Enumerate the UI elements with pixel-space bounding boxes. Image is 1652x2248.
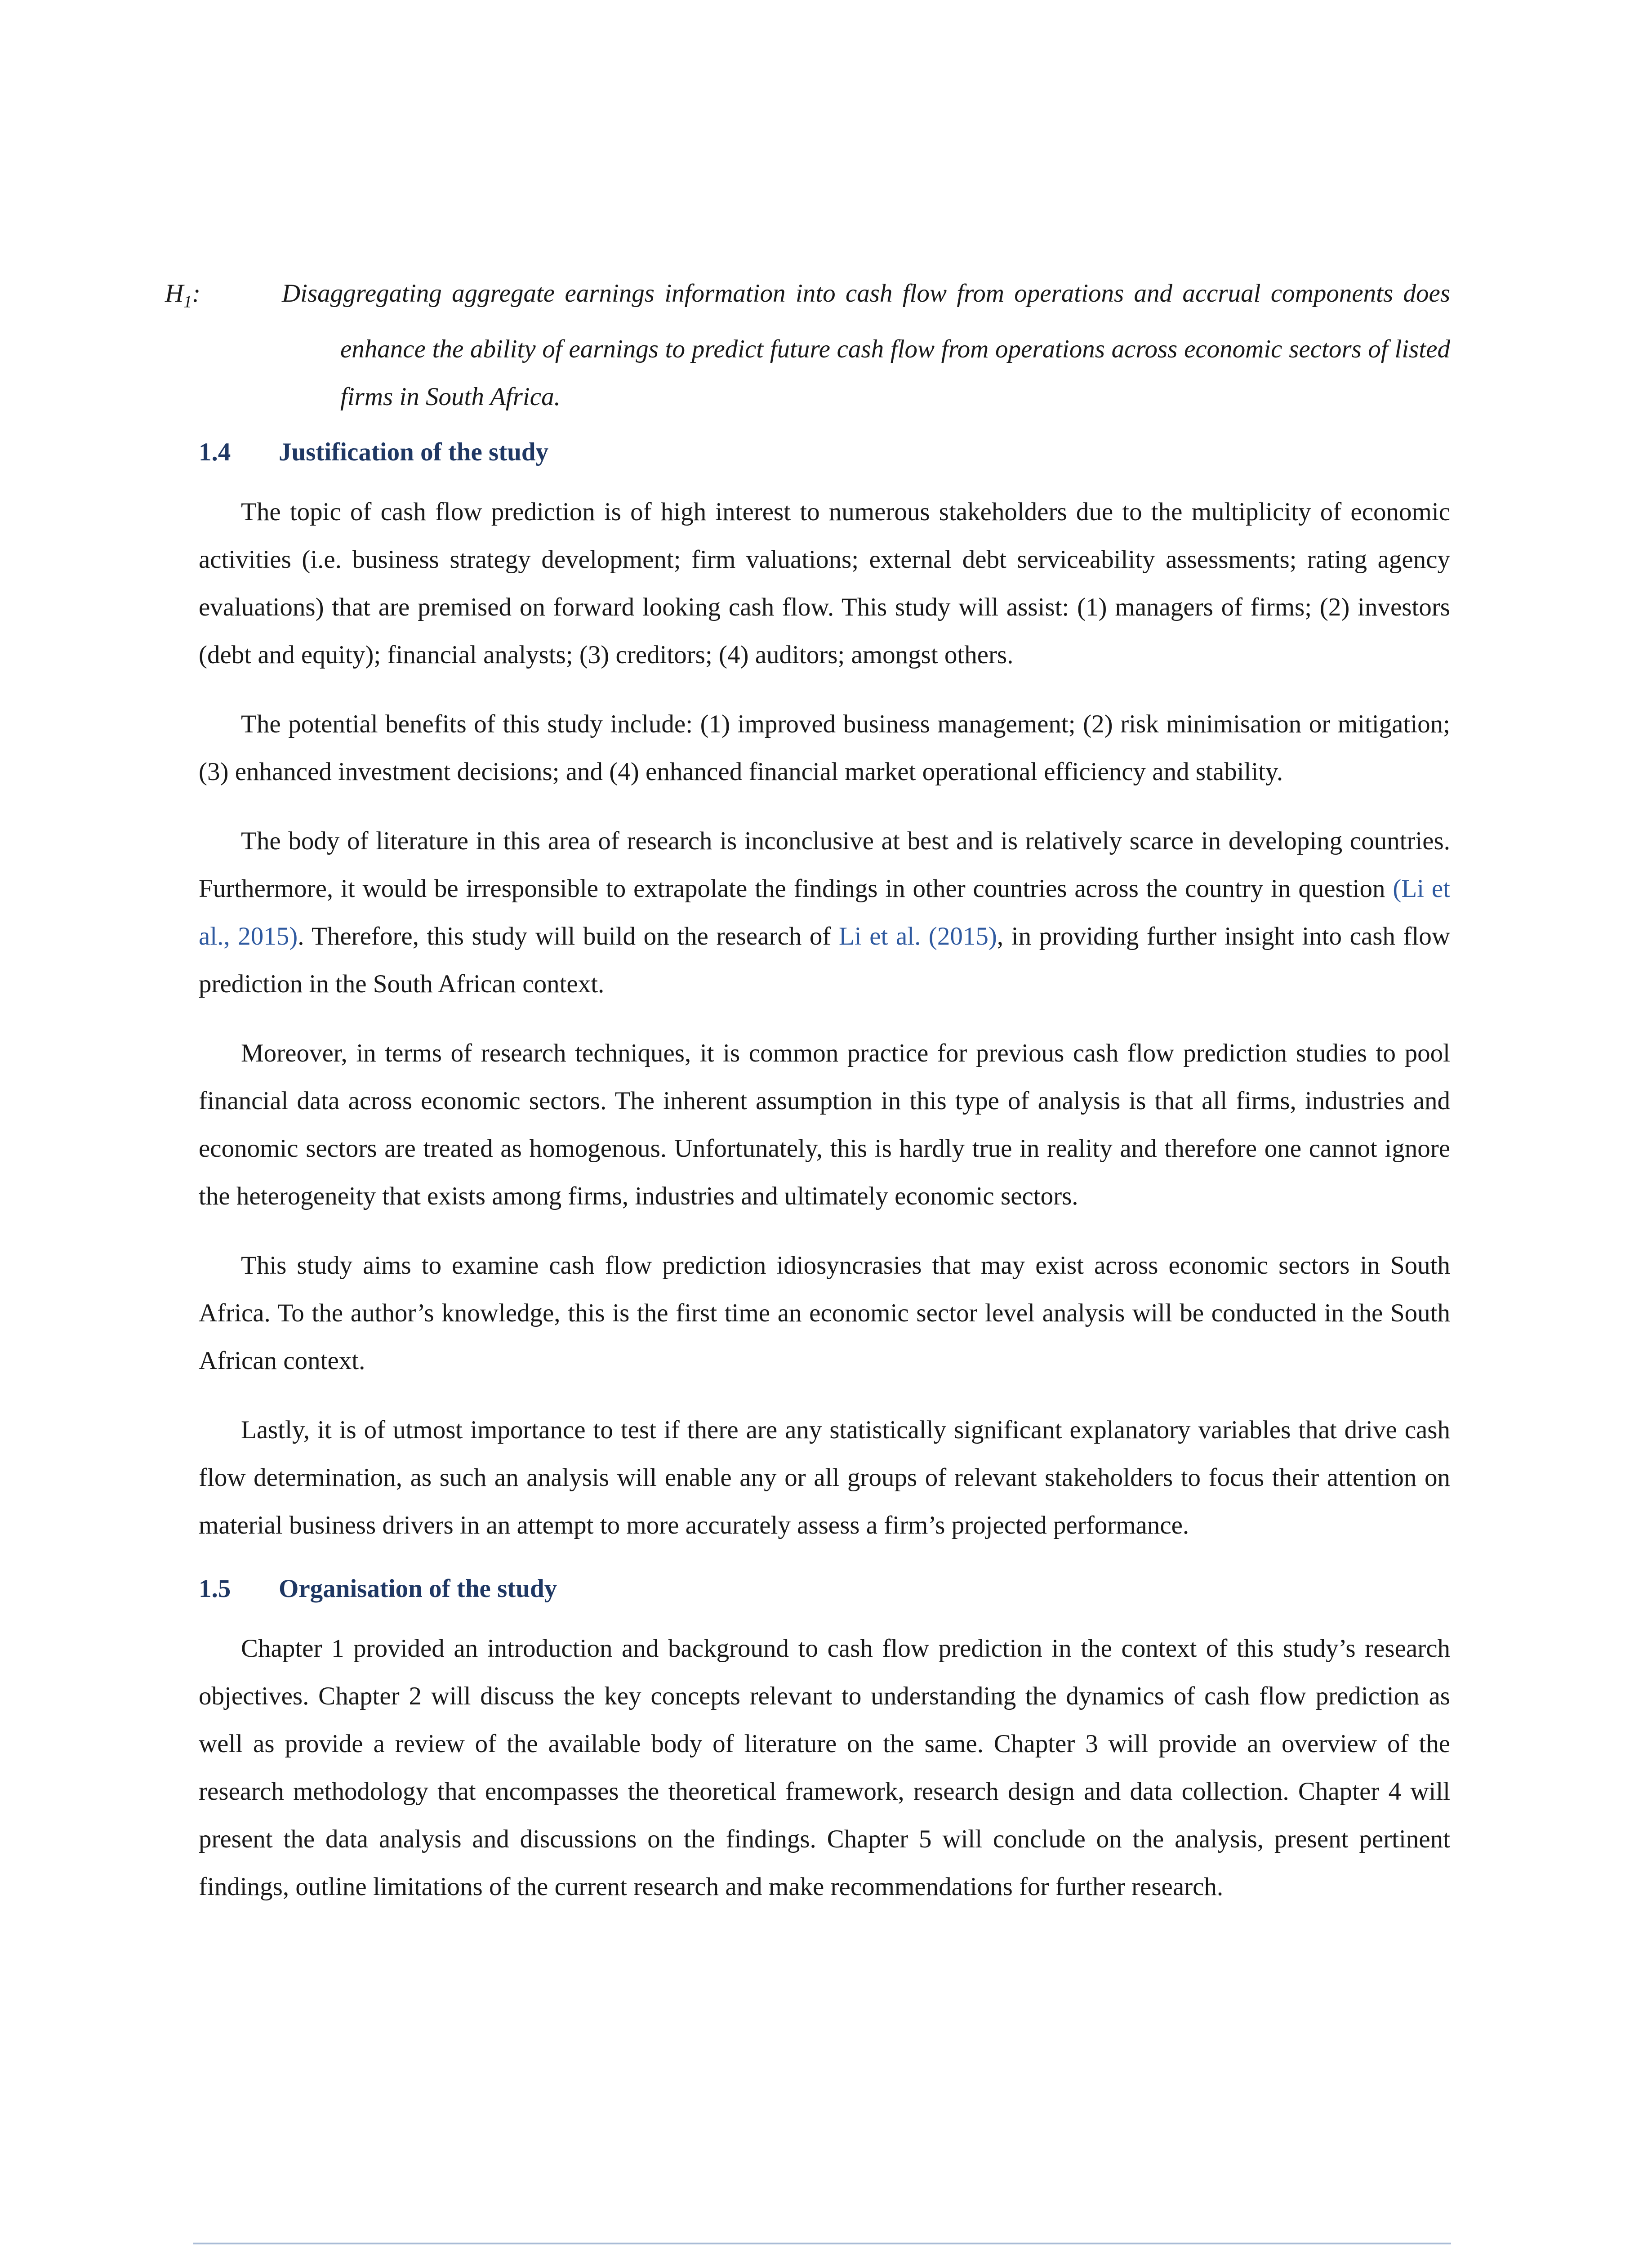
hypothesis-label-subscript: 1: [183, 292, 192, 312]
paragraph: This study aims to examine cash flow prediction idiosyncrasies that may exist across economic sectors in South Africa. To the author’s knowledge, this is the first time an economic sector level analysis will be conducted in the South African context.: [199, 1251, 1450, 1375]
section-title: Organisation of the study: [279, 1574, 557, 1603]
section-number: 1.5: [199, 1574, 231, 1603]
paragraph-with-citations: [199, 817, 1450, 1008]
citation-link[interactable]: (Li et al., 2015): [199, 874, 1450, 951]
page-content: [165, 270, 1450, 1932]
footer-divider: [193, 2243, 1451, 2244]
hypothesis-text: Disaggregating aggregate earnings information into cash flow from operations and accrual components does enhance the ability of earnings to predict future cash flow from operations across economic sectors of listed firms in South Africa.: [282, 279, 1450, 411]
paragraph-text: . Therefore, this study will build on the research of: [298, 922, 839, 951]
paragraph: Lastly, it is of utmost importance to test if there are any statistically significant explanatory variables that drive cash flow determination, as such an analysis will enable any or all groups of relevant stakeholders to focus their attention on material business drivers in an attempt to more accurately assess a firm’s projected performance.: [199, 1416, 1450, 1540]
hypothesis-block: [165, 270, 1450, 421]
hypothesis-text-wrapper: [165, 270, 1450, 421]
paragraph: The potential benefits of this study include: (1) improved business management; (2) risk minimisation or mitigation; (3) enhanced investment decisions; and (4) enhanced financial market operational efficiency and stability.: [199, 710, 1450, 786]
section-title: Justification of the study: [279, 438, 549, 467]
paragraph-text: The body of literature in this area of research is inconclusive at best and is relatively scarce in developing countries. Furthermore, it would be irresponsible to extrapolate the findings in other countries across the country in question: [199, 827, 1450, 903]
section-heading-organisation: [199, 1571, 1450, 1607]
paragraph: The topic of cash flow prediction is of high interest to numerous stakeholders due to the multiplicity of economic activities (i.e. business strategy development; firm valuations; external debt serviceability assessments; rating agency evaluations) that are premised on forward looking cash flow. This study will assist: (1) managers of firms; (2) investors (debt and equity); financial analysts; (3) creditors; (4) auditors; amongst others.: [199, 498, 1450, 669]
section-number: 1.4: [199, 438, 231, 467]
paragraph: Moreover, in terms of research techniques, it is common practice for previous cash flow prediction studies to pool financial data across economic sectors. The inherent assumption in this type of analysis is that all firms, industries and economic sectors are treated as homogenous. Unfortunately, this is hardly true in reality and therefore one cannot ignore the heterogeneity that exists among firms, industries and ultimately economic sectors.: [199, 1039, 1450, 1211]
paragraph: Chapter 1 provided an introduction and background to cash flow prediction in the context of this study’s research objectives. Chapter 2 will discuss the key concepts relevant to understanding the dynamics of cash flow prediction as well as provide a review of the available body of literature on the same. Chapter 3 will provide an overview of the research methodology that encompasses the theoretical framework, research design and data collection. Chapter 4 will present the data analysis and discussions on the findings. Chapter 5 will conclude on the analysis, present pertinent findings, outline limitations of the current research and make recommendations for further research.: [199, 1634, 1450, 1901]
section-heading-justification: [199, 434, 1450, 470]
citation-link[interactable]: Li et al. (2015): [838, 922, 997, 951]
hypothesis-label-letter: H: [165, 279, 184, 308]
paragraph-text: , in providing further insight into cash flow prediction in the South African context.: [199, 922, 1450, 999]
hypothesis-label: [165, 270, 282, 326]
hypothesis-label-colon: :: [192, 279, 201, 308]
